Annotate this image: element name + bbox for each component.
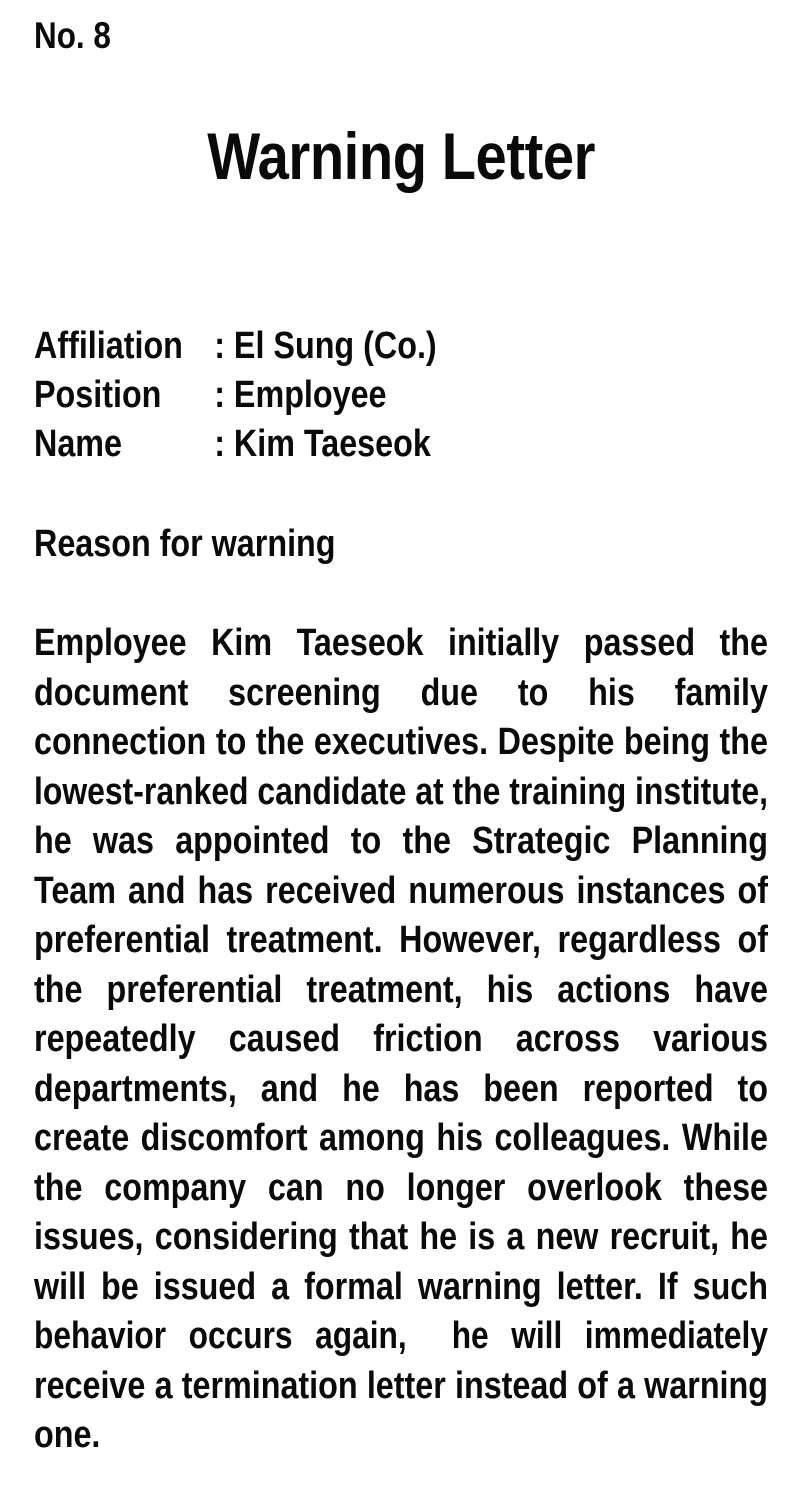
- reason-heading: Reason for warning: [34, 523, 336, 565]
- employee-info: [34, 322, 634, 469]
- reason-line-last: one.: [34, 1414, 101, 1456]
- info-row-affiliation: [34, 322, 544, 371]
- reason-line: connection to the executives. Despite being the: [34, 721, 768, 763]
- document-title: Warning Letter: [207, 119, 595, 193]
- info-value: : El Sung (Co.): [214, 325, 437, 367]
- reason-line: document screening due to his family: [34, 671, 768, 714]
- info-label: Affiliation: [34, 325, 183, 367]
- reason-line: the company can no longer overlook these: [34, 1166, 768, 1209]
- warning-letter-document: [34, 0, 768, 1500]
- reason-line: he was appointed to the Strategic Planning: [34, 820, 768, 862]
- info-label: Name: [34, 423, 122, 465]
- reason-line: preferential treatment. However, regardless of: [34, 919, 768, 961]
- reason-line: repeatedly caused friction across various: [34, 1018, 768, 1060]
- reason-line: create discomfort among his colleagues. While: [34, 1117, 768, 1159]
- reason-line: issues, considering that he is a new recruit, he: [34, 1216, 768, 1258]
- reason-line: departments, and he has been reported to: [34, 1067, 768, 1110]
- info-value: : Employee: [214, 374, 387, 416]
- reason-body: [34, 619, 768, 1461]
- info-row-name: [34, 420, 544, 469]
- reason-line: behavior occurs again, he will immediately: [34, 1315, 768, 1357]
- info-label: Position: [34, 374, 162, 416]
- info-row-position: [34, 371, 544, 420]
- reason-line: Team and has received numerous instances of: [34, 869, 768, 912]
- info-value: : Kim Taeseok: [214, 423, 431, 465]
- reason-line: lowest-ranked candidate at the training institute,: [34, 770, 768, 813]
- reason-line: Employee Kim Taeseok initially passed the: [34, 622, 768, 664]
- reason-line: the preferential treatment, his actions have: [34, 968, 768, 1011]
- reason-line: will be issued a formal warning letter. If such: [34, 1265, 768, 1308]
- document-number: No. 8: [34, 15, 111, 56]
- document-title-container: [34, 118, 768, 194]
- reason-line: receive a termination letter instead of a warning: [34, 1364, 768, 1407]
